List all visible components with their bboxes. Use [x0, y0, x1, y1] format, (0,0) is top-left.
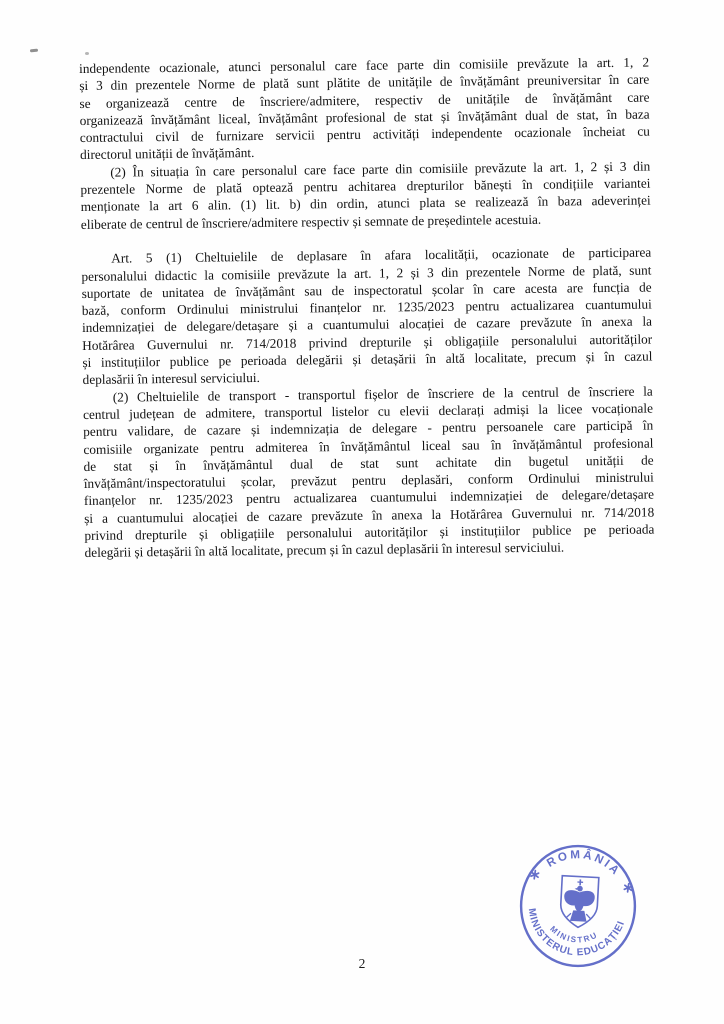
- text-line: personalului didactic la comisiile prevăzute la art. 1, 2 și 3 din prezentele Norme de plată, sunt: [81, 262, 652, 284]
- text-line: și a cuantumului alocației de cazare prevăzute în anexa la Hotărârea Guvernului nr. 714/2018: [84, 504, 655, 526]
- text-line: independente ocazionale, atunci personalul care face parte din comisiile prevăzute la art. 1, 2: [79, 54, 650, 76]
- ministry-stamp: [516, 843, 640, 969]
- paragraph: [79, 54, 650, 164]
- text-line: directorul unității de învățământ.: [79, 145, 255, 163]
- stamp-graphic: [516, 843, 640, 969]
- text-line: și instituțiilor publice pe perioada delegării și detașării în altă localitate, precum și în cazul: [82, 348, 653, 371]
- text-line: privind drepturile și obligațiile personalului autorităților și instituțiilor publice pe perioada: [84, 521, 655, 543]
- stamp-center-text: MINISTRU: [548, 924, 600, 945]
- text-line: pentru validare, de cazare și indemnizația de delegare - pentru persoanele care participă în: [83, 417, 654, 440]
- text-line: bază, conform Ordinului ministrului finanțelor nr. 1235/2023 pentru actualizarea cuantumului: [81, 296, 652, 319]
- text-line: organizează învățământ liceal, învățământ profesional de stat și învățământ dual de stat, în baza: [79, 106, 650, 128]
- text-line: (2) În situația în care personalul care face parte din comisiile prevăzute la art. 1, 2 și 3 din: [110, 158, 651, 180]
- text-line: menționate la art 6 alin. (1) lit. b) din ordin, atunci plata se realizează în baza adeverinței: [80, 192, 651, 215]
- paragraph: [81, 244, 653, 389]
- star-icon: [531, 870, 539, 879]
- text-line: comisiile organizate pentru admiterea în învățământul liceal sau în învățământul profesional: [83, 435, 654, 457]
- text-line: (2) Cheltuielile de transport - transportul fișelor de înscriere de la centrul de înscriere la: [112, 383, 653, 405]
- text-line: suportate de unitatea de învățământ sau de inspectoratul școlar în care acesta are funcția de: [81, 279, 652, 301]
- text-line: de stat și în învățământul dual de stat sunt achitate din bugetul unității de: [83, 452, 654, 474]
- page-number: 2: [358, 956, 366, 971]
- text-line: se organizează centre de înscriere/admitere, respectiv de unitățile de învățământ care: [79, 89, 650, 111]
- paragraph: [80, 157, 651, 233]
- ink-speck: [85, 52, 89, 55]
- stamp-top-text: ROMÂNIA: [544, 848, 624, 879]
- text-line: finanțelor nr. 1235/2023 pentru actualizarea cuantumului indemnizației de delegare/detașare: [83, 486, 655, 509]
- text-line: și 3 din prezentele Norme de plată sunt plătite de unitățile de învățământ preuniversitar în care: [79, 71, 650, 94]
- ink-speck: [30, 49, 38, 53]
- text-line: deplasării în interesul serviciului.: [82, 370, 260, 388]
- text-line: Hotărârea Guvernului nr. 714/2018 privind drepturile și obligațiile personalului autorităților: [82, 331, 653, 353]
- coat-of-arms-icon: [560, 876, 599, 929]
- text-line: delegării și detașării în altă localitate, precum și în cazul deplasării în interesul serviciului.: [84, 539, 565, 561]
- stamp-bottom-text: MINISTERUL EDUCAȚIEI: [525, 907, 628, 959]
- paragraph: [83, 382, 655, 561]
- text-line: învățământ/inspectoratului școlar, prevăzut pentru deplasări, conform Ordinului ministrului: [83, 469, 654, 492]
- text-line: prezentele Norme de plată optează pentru achitarea drepturilor bănești în condițiile variantei: [80, 175, 651, 198]
- text-line: Art. 5 (1) Cheltuielile de deplasare în afara localității, ocazionate de participarea: [111, 244, 652, 266]
- text-line: indemnizației de delegare/detașare și a cuantumului alocației de cazare prevăzute în anexa la: [81, 313, 653, 336]
- text-line: contractului civil de furnizare servicii pentru activități independente ocazionale încheiat cu: [79, 123, 650, 146]
- text-line: eliberate de centrul de înscriere/admitere respectiv și semnate de președintele acestuia.: [80, 211, 542, 232]
- document-text: [79, 54, 655, 562]
- text-line: centrul județean de admitere, transportul listelor cu elevii declarați admiși la licee vocaționale: [82, 400, 654, 422]
